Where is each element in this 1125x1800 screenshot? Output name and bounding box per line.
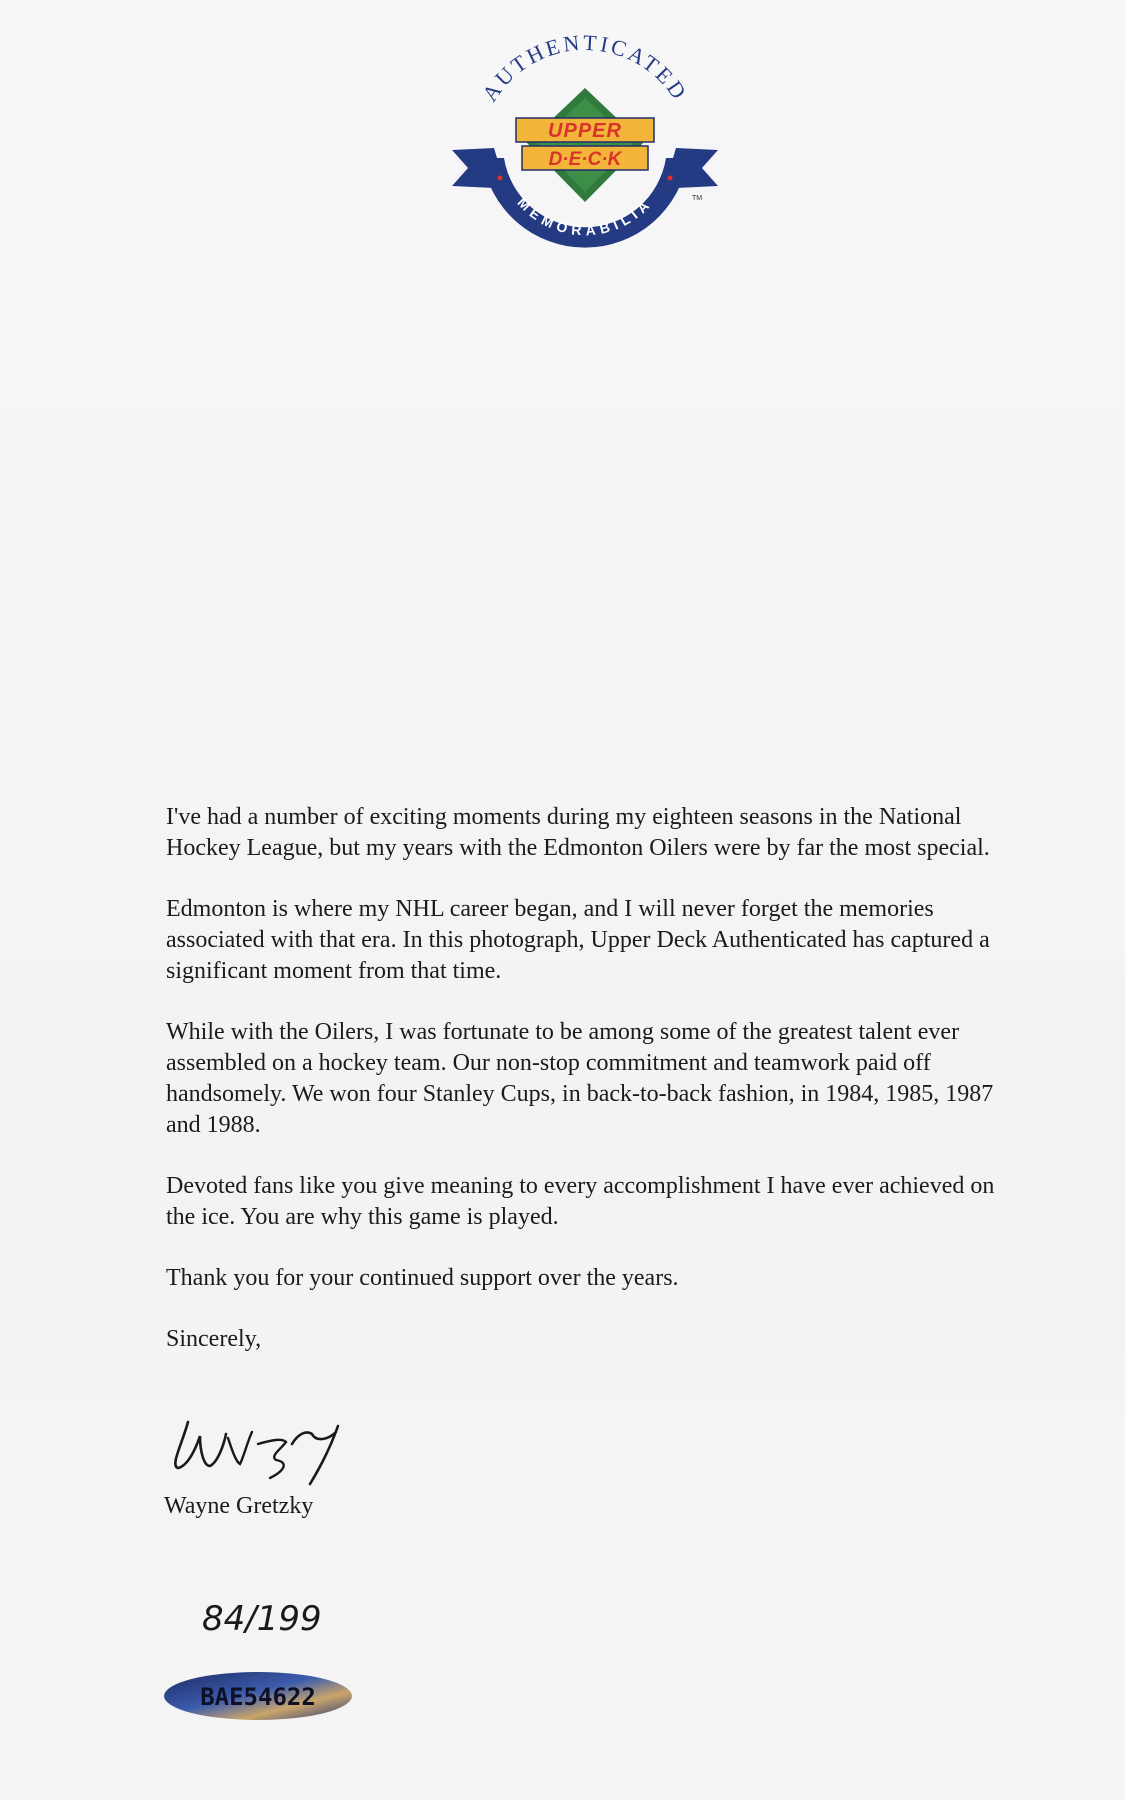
arc-bottom-text: MEMORABILIA — [514, 194, 656, 239]
closing-salutation: Sincerely, — [166, 1326, 262, 1352]
paragraph-4: Devoted fans like you give meaning to every accomplishment I have ever achieved on the ice. You are why this game is played. — [166, 1173, 995, 1230]
arc-top-text: AUTHENTICATED — [476, 29, 694, 106]
upper-deck-authenticated-logo — [440, 20, 730, 260]
signer-name: Wayne Gretzky — [164, 1493, 314, 1519]
brand-line-deck: D·E·C·K — [548, 149, 622, 170]
trademark-symbol: TM — [692, 195, 703, 202]
handwritten-signature — [166, 1404, 396, 1486]
letter-body — [166, 802, 1006, 1367]
paragraph-1: I've had a number of exciting moments during my eighteen seasons in the National Hockey League, but my years with the Edmonton Oilers were by far the most special. — [166, 804, 990, 861]
svg-text:84/199: 84/199 — [202, 1599, 322, 1639]
brand-line-upper: UPPER — [548, 120, 622, 142]
hologram-serial: BAE54622 — [200, 1683, 316, 1711]
paragraph-2: Edmonton is where my NHL career began, and I will never forget the memories associated with that era. In this photograph, Upper Deck Authenticated has captured a significant moment from that time. — [166, 896, 990, 984]
paragraph-5: Thank you for your continued support over the years. — [166, 1265, 679, 1291]
edition-number-handwritten — [196, 1588, 346, 1658]
paragraph-3: While with the Oilers, I was fortunate to be among some of the greatest talent ever assembled on a hockey team. Our non-stop commitment and teamwork paid off handsomely. We won four Stanley Cups, in back-to-back fashion, in 1984, 1985, 1987 and 1988. — [166, 1019, 994, 1138]
hologram-sticker — [162, 1670, 354, 1722]
